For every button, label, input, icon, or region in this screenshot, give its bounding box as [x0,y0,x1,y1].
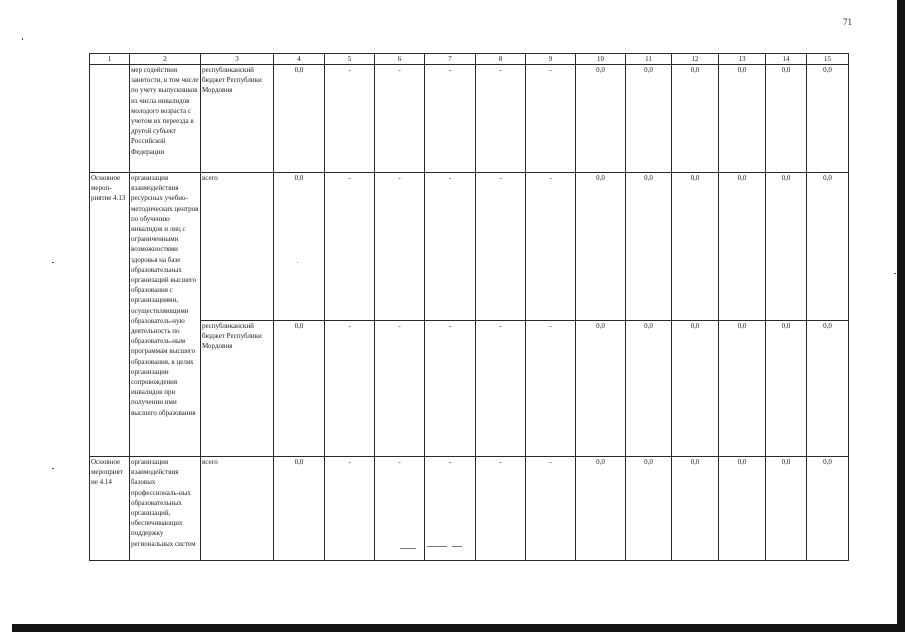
column-header: 4 [274,54,325,65]
value-cell: 0,0 [766,173,807,321]
value-cell: - [375,321,425,457]
value-cell: 0,0 [274,457,325,561]
column-header: 1 [90,54,130,65]
scan-speck [22,38,23,40]
value-cell: 0,0 [672,321,719,457]
column-header: 13 [719,54,766,65]
value-cell: - [325,173,375,321]
value-cell: 0,0 [807,321,849,457]
value-cell: 0,0 [672,457,719,561]
scan-speck [52,262,54,263]
value-cell: 0,0 [807,65,849,173]
value-cell: 0,0 [576,173,626,321]
value-cell: 0,0 [807,173,849,321]
value-cell: - [325,321,375,457]
column-header: 5 [325,54,375,65]
value-cell: - [325,457,375,561]
value-cell: 0,0 [576,321,626,457]
value-cell: - [375,173,425,321]
value-cell: 0,0 [672,65,719,173]
value-cell: 0,0 [719,457,766,561]
measure-name-cell: организация взаимодействия ресурсных учебно-методических центров по обучению инвалидов и лиц с ограниченными возможностями здоровья на базе образовательных организаций высшего образования с организациями, осуществляющими образователь-ную деятельность по образователь-ным программам высшего образования, в целях организации сопровождения инвалидов при получении ими высшего образования [130,173,201,457]
value-cell: - [476,457,526,561]
value-cell: - [476,65,526,173]
column-header: 9 [526,54,576,65]
value-cell: - [375,457,425,561]
value-cell: 0,0 [626,173,672,321]
column-header: 15 [807,54,849,65]
value-cell: 0,0 [576,65,626,173]
value-cell: 0,0 [807,457,849,561]
value-cell: 0,0 [719,173,766,321]
value-cell: - [526,173,576,321]
value-cell: - [476,173,526,321]
funding-source-cell: всего [201,173,274,321]
column-header: 11 [626,54,672,65]
column-header: 10 [576,54,626,65]
scan-edge-bottom [12,624,905,632]
value-cell: - [425,173,476,321]
table-row [90,173,849,321]
value-cell: 0,0 [274,321,325,457]
column-header: 8 [476,54,526,65]
value-cell: 0,0 [766,457,807,561]
value-cell: 0,0 [719,321,766,457]
scan-edge-right [897,0,905,632]
value-cell: 0,0 [672,173,719,321]
measure-id-cell: Основное мероп-риятие 4.13 [90,173,130,457]
funding-source-cell: республиканский бюджет Республики Мордовия [201,321,274,457]
column-header: 3 [201,54,274,65]
table-row [90,321,849,457]
funding-source-cell: республиканский бюджет Республики Мордовия [201,65,274,173]
value-cell: 0,0 [766,321,807,457]
value-cell: - [476,321,526,457]
header-row [90,54,849,65]
column-header: 6 [375,54,425,65]
measure-id-cell [90,65,130,173]
column-header: 2 [130,54,201,65]
value-cell: - [425,457,476,561]
page-number: 71 [843,17,852,27]
measure-name-cell: мер содействия занятости, в том числе по учету выпускников из числа инвалидов молодого возраста с учетом их переезда в другой субъект Российской Федерации [130,65,201,173]
value-cell: - [375,65,425,173]
value-cell: - [425,321,476,457]
table-row [90,65,849,173]
value-cell: 0,0 [626,321,672,457]
budget-table [89,53,849,561]
value-cell: - [526,65,576,173]
value-cell: 0,0 [766,65,807,173]
value-cell: 0,0 [576,457,626,561]
measure-id-cell: Основное мероприят ие 4.14 [90,457,130,561]
value-cell: - [325,65,375,173]
column-header: 7 [425,54,476,65]
value-cell: 0,0 [719,65,766,173]
value-cell: - [526,457,576,561]
column-header: 12 [672,54,719,65]
column-header: 14 [766,54,807,65]
value-cell: - [526,321,576,457]
value-cell: 0,0 [274,173,325,321]
funding-source-cell: всего [201,457,274,561]
scan-speck [894,273,896,274]
measure-name-cell: организация взаимодействия базовых профессиональ-ных образовательных организаций, обеспечивающих поддержку региональных систем [130,457,201,561]
value-cell: - [425,65,476,173]
value-cell: 0,0 [274,65,325,173]
table-row [90,457,849,561]
value-cell: 0,0 [626,457,672,561]
value-cell: 0,0 [626,65,672,173]
scan-speck [52,468,54,469]
